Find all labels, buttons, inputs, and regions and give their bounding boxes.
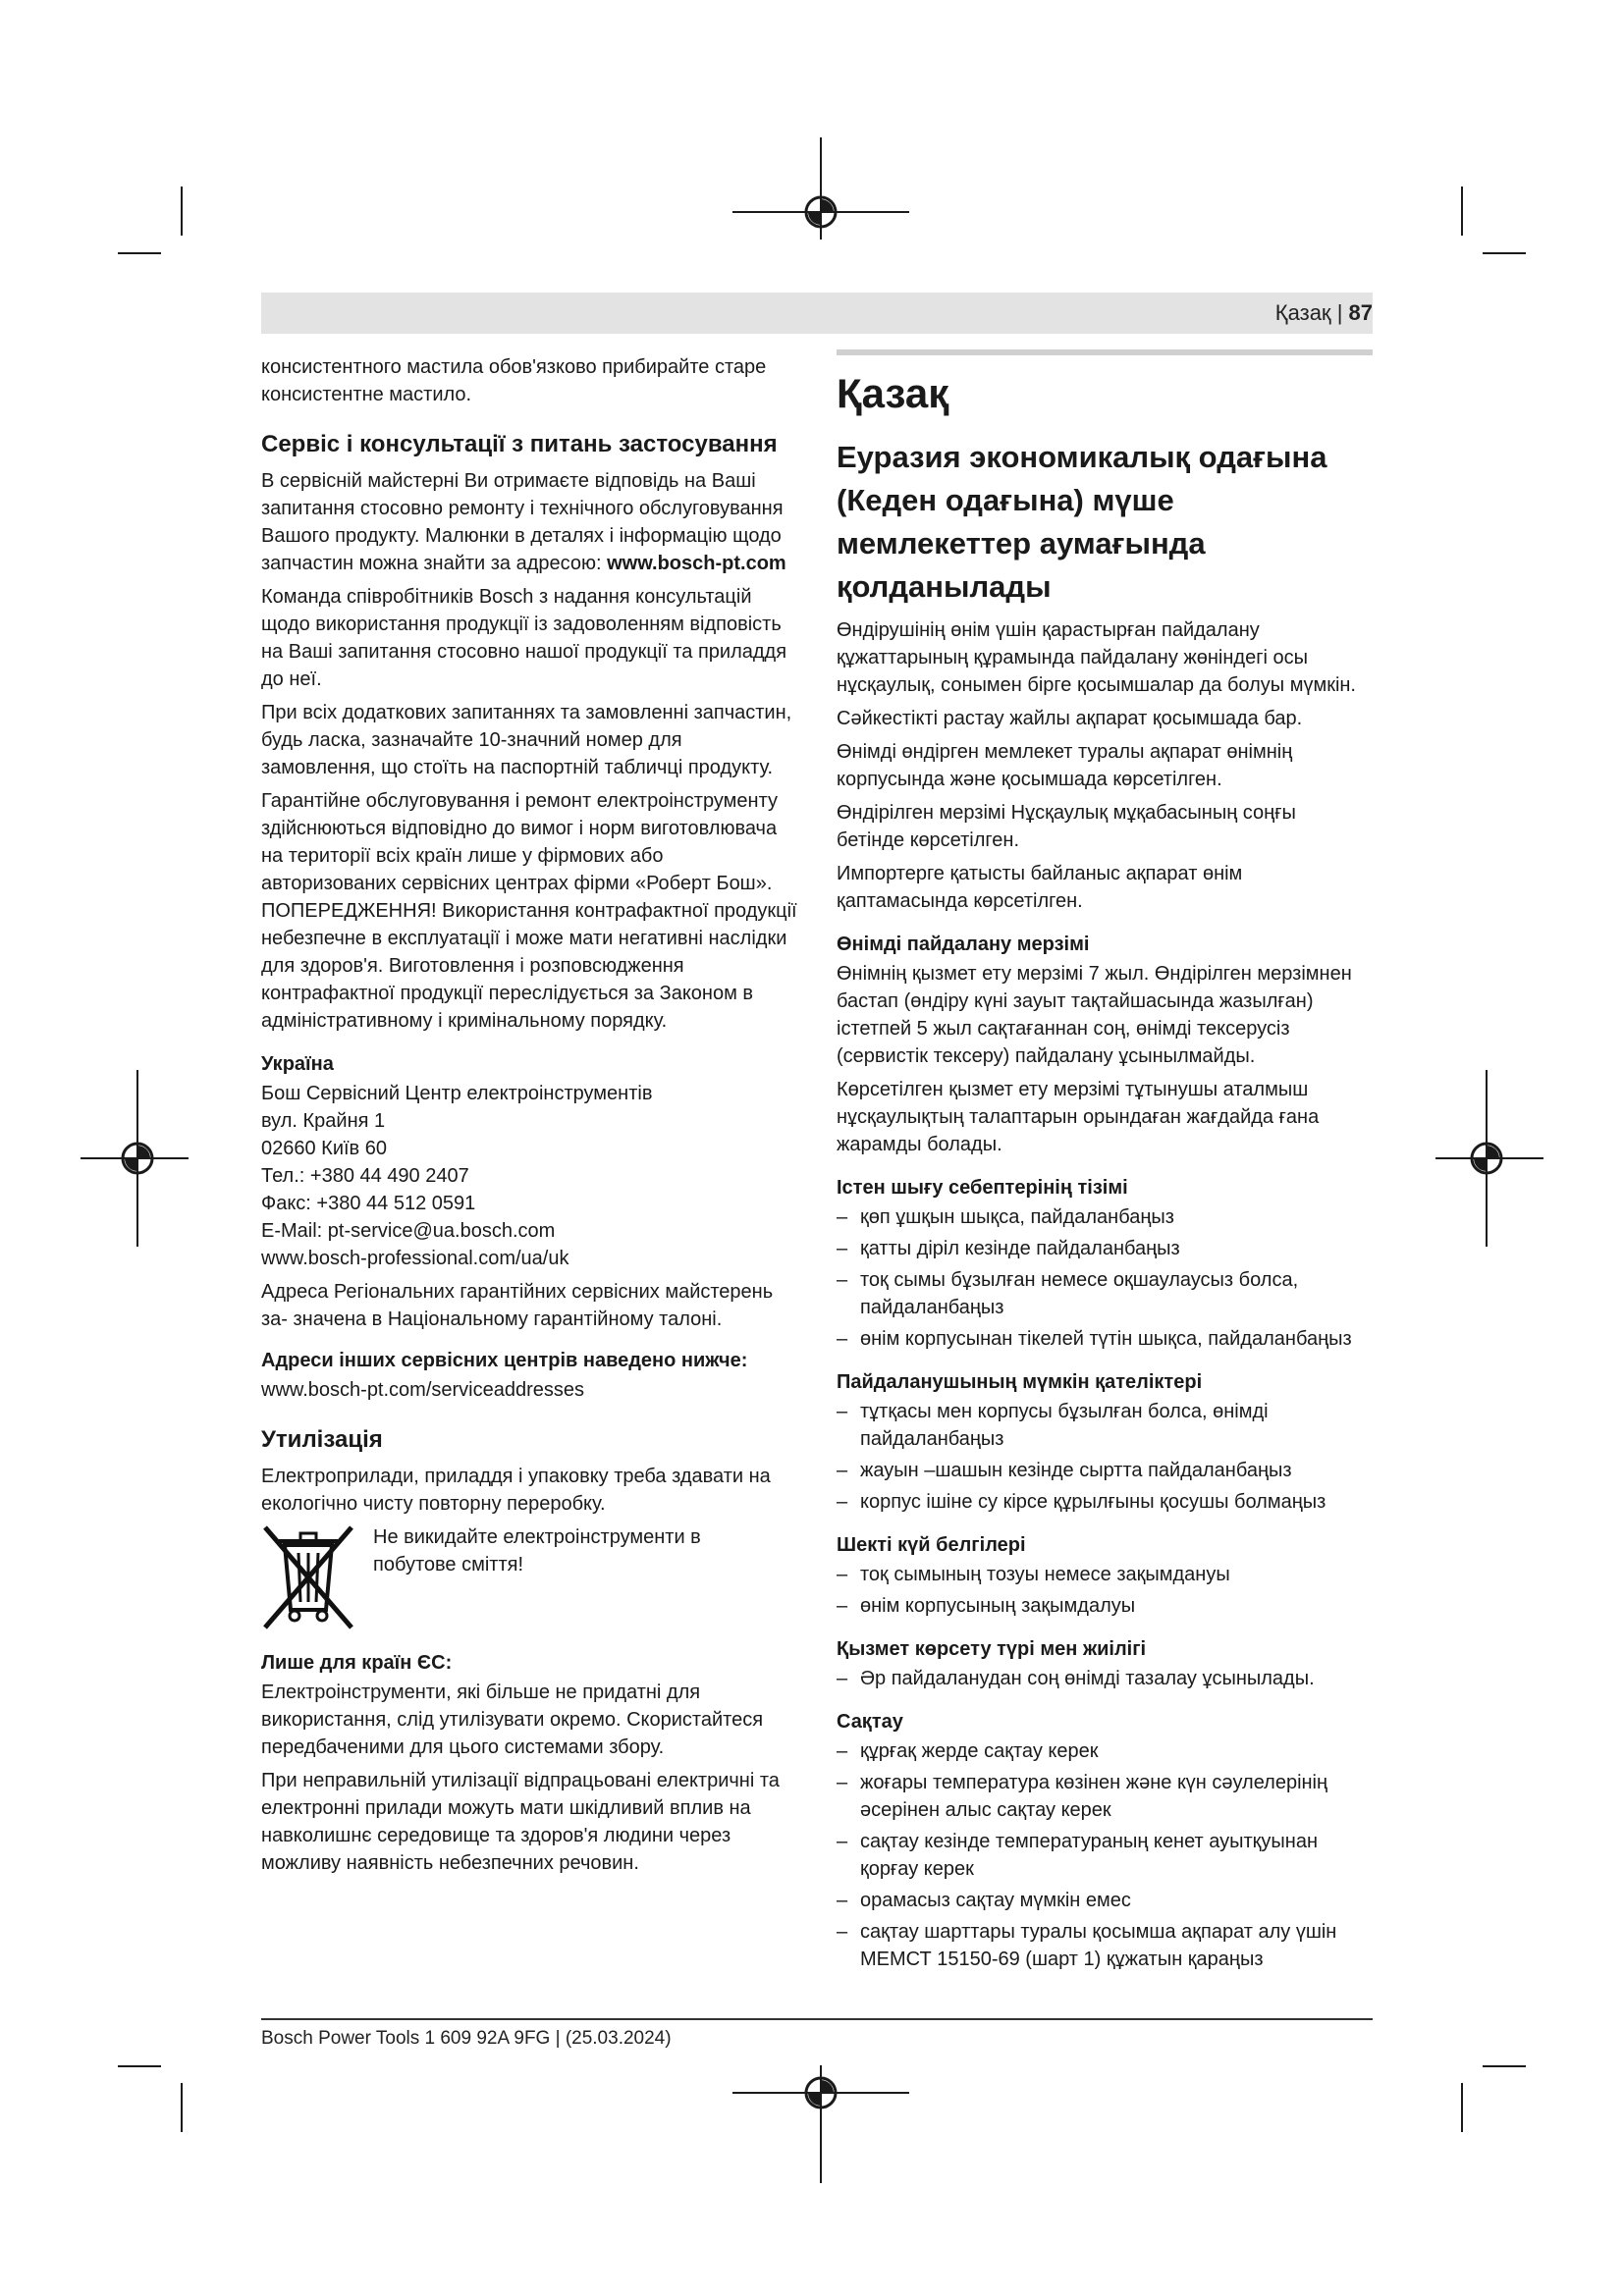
failure-heading: Істен шығу себептерінің тізімі <box>837 1177 1128 1199</box>
eu-paragraph-1: Електроінструменти, які більше не придатні для використання, слід утилізувати окремо. Скористайтеся передбаченими для цього системами збору. <box>261 1682 764 1758</box>
registration-mark-top <box>732 137 909 285</box>
registration-mark-bottom <box>732 2036 909 2183</box>
kz-paragraph-4: Өндірілген мерзімі Нұсқаулық мұқабасының соңғы бетінде көрсетілген. <box>837 802 1296 851</box>
other-centers-link[interactable]: www.bosch-pt.com/serviceaddresses <box>261 1379 585 1401</box>
list-item: – тоқ сымы бұзылған немесе оқшаулаусыз болса, пайдаланбаңыз <box>837 1266 1373 1321</box>
limit-heading: Шекті күй белгілері <box>837 1534 1026 1556</box>
list-item: – сақтау шарттары туралы қосымша ақпарат алу үшін МЕМСТ 15150-69 (шарт 1) құжатын қараңыз <box>837 1918 1373 1973</box>
weee-text: Не викидайте електроінструменти в побутове сміття! <box>373 1526 701 1575</box>
disposal-heading: Утилізація <box>261 1426 383 1453</box>
section-subtitle: Еуразия экономикалық одағына (Кеден одағына) мүше мемлекеттер аумағында қолданылады <box>837 440 1327 604</box>
section-title: Қазақ <box>837 370 949 416</box>
left-column <box>261 353 801 1883</box>
regional-note: Адреса Регіональних гарантійних сервісних майстерень за- значена в Національному гарантійному талоні. <box>261 1281 774 1330</box>
list-item: – жоғары температура көзінен және күн сәулелерінің әсерінен алыс сақтау керек <box>837 1769 1373 1824</box>
list-item: – орамасыз сақтау мүмкін емес <box>837 1887 1373 1914</box>
intro-paragraph: консистентного мастила обов'язково прибирайте старе консистентне мастило. <box>261 356 767 405</box>
list-item: – өнім корпусының зақымдалуы <box>837 1592 1373 1620</box>
registration-mark-right <box>1435 1070 1543 1247</box>
list-item: – қөп ұшқын шықса, пайдаланбаңыз <box>837 1203 1373 1231</box>
storage-list <box>837 1737 1373 1973</box>
footer-rule <box>261 2018 1373 2020</box>
country-heading: Україна <box>261 1053 334 1075</box>
list-item: – қатты діріл кезінде пайдаланбаңыз <box>837 1235 1373 1262</box>
user-errors-list <box>837 1398 1373 1516</box>
crossed-bin-icon <box>261 1523 355 1633</box>
page-header-bar <box>261 293 1373 334</box>
service-type-list <box>837 1665 1373 1692</box>
eu-paragraph-2: При неправильній утилізації відпрацьовані електричні та електронні прилади можуть мати шкідливий вплив на навколишнє середовище та здоров'я людини через можливу наявність небезпечних речовин. <box>261 1770 780 1874</box>
list-item: – Әр пайдаланудан соң өнімді тазалау ұсынылады. <box>837 1665 1373 1692</box>
limit-list <box>837 1561 1373 1620</box>
service-paragraph-3: При всіх додаткових запитаннях та замовленні запчастин, будь ласка, зазначайте 10-значний номер для замовлення, що стоїть на паспортній табличці продукту. <box>261 702 792 778</box>
list-item: – тоқ сымының тозуы немесе зақымдануы <box>837 1561 1373 1588</box>
service-paragraph-4: Гарантійне обслуговування і ремонт електроінструменту здійснюються відповідно до вимог і норм виготовлювача на території всіх країн лише у фірмових або авторизованих сервісних центрах фірми «Роберт Бош». ПОПЕРЕДЖЕННЯ! Використання контрафактної продукції небезпечне в експлуатації і може мати негативні наслідки для здоров'я. Виготовлення і розповсюдження контрафактної продукції переслідується за Законом в адміністративному і кримінальному порядку. <box>261 790 797 1032</box>
eu-heading: Лише для країн ЄС: <box>261 1652 453 1674</box>
lifetime-heading: Өнімді пайдалану мерзімі <box>837 934 1090 955</box>
service-address: Бош Сервісний Центр електроінструментів вул. Крайня 1 02660 Київ 60 Тел.: +380 44 490 2407 Факс: +380 44 512 0591 E-Mail: pt-service@ua.bosch.com www.bosch-professional.com/ua/uk <box>261 1080 801 1272</box>
page-header: Қазақ | 87 <box>1274 300 1373 325</box>
list-item: – тұтқасы мен корпусы бұзылған болса, өнімді пайдаланбаңыз <box>837 1398 1373 1453</box>
page-number: 87 <box>1348 300 1373 325</box>
right-column <box>837 355 1373 1977</box>
service-type-heading: Қызмет көрсету түрі мен жиілігі <box>837 1638 1147 1660</box>
list-item: – жауын –шашын кезінде сыртта пайдаланбаңыз <box>837 1457 1373 1484</box>
header-section: Қазақ <box>1274 300 1331 325</box>
lifetime-paragraph-1: Өнімнің қызмет ету мерзімі 7 жыл. Өндірілген мерзімнен бастап (өндіру күні зауыт тақтайшасында жазылған) істетпей 5 жыл сақтағаннан соң, өнімді тексерусіз (сервистік тексеру) пайдалану ұсынылмайды. <box>837 963 1352 1067</box>
user-errors-heading: Пайдаланушының мүмкін қателіктері <box>837 1371 1203 1393</box>
list-item: – өнім корпусынан тікелей түтін шықса, пайдаланбаңыз <box>837 1325 1373 1353</box>
storage-heading: Сақтау <box>837 1711 903 1733</box>
page-footer: Bosch Power Tools 1 609 92A 9FG | (25.03.2024) <box>261 2028 672 2049</box>
list-item: – құрғақ жерде сақтау керек <box>837 1737 1373 1765</box>
service-paragraph-2: Команда співробітників Bosch з надання консультацій щодо використання продукції із задоволенням відповість на Ваші запитання стосовно нашої продукції та приладдя до неї. <box>261 586 787 690</box>
list-item: – корпус ішіне су кірсе құрылғыны қосушы болмаңыз <box>837 1488 1373 1516</box>
kz-paragraph-3: Өнімді өндірген мемлекет туралы ақпарат өнімнің корпусында және қосымшада көрсетілген. <box>837 741 1293 790</box>
lifetime-paragraph-2: Көрсетілген қызмет ету мерзімі тұтынушы аталмыш нұсқаулықтың талаптарын орындаған жағдайда ғана жарамды болады. <box>837 1079 1320 1155</box>
other-centers-heading: Адреси інших сервісних центрів наведено нижче: <box>261 1350 748 1371</box>
weee-notice <box>261 1523 801 1633</box>
website-link[interactable]: www.bosch-professional.com/ua/uk <box>261 1248 569 1269</box>
service-heading: Сервіс і консультації з питань застосування <box>261 431 778 457</box>
kz-paragraph-2: Сәйкестікті растау жайлы ақпарат қосымшада бар. <box>837 708 1303 729</box>
service-paragraph-1: В сервісній майстерні Ви отримаєте відповідь на Ваші запитання стосовно ремонту і технічного обслуговування Вашого продукту. Малюнки в деталях і інформацію щодо запчастин можна знайти за адресою: www.bosch-pt.com <box>261 470 786 574</box>
registration-mark-left <box>81 1070 189 1247</box>
failure-list <box>837 1203 1373 1353</box>
kz-paragraph-1: Өндірушінің өнім үшін қарастырған пайдалану құжаттарының құрамында пайдалану жөніндегі осы нұсқаулық, сонымен бірге қосымшалар да болуы мүмкін. <box>837 619 1356 696</box>
disposal-paragraph: Електроприлади, приладдя і упаковку треба здавати на екологічно чисту повторну переробку. <box>261 1466 771 1515</box>
bosch-pt-link[interactable]: www.bosch-pt.com <box>607 553 786 574</box>
email-link[interactable]: E-Mail: pt-service@ua.bosch.com <box>261 1220 556 1242</box>
kz-paragraph-5: Импортерге қатысты байланыс ақпарат өнім қаптамасында көрсетілген. <box>837 863 1243 912</box>
list-item: – сақтау кезінде температураның кенет ауытқуынан қорғау керек <box>837 1828 1373 1883</box>
